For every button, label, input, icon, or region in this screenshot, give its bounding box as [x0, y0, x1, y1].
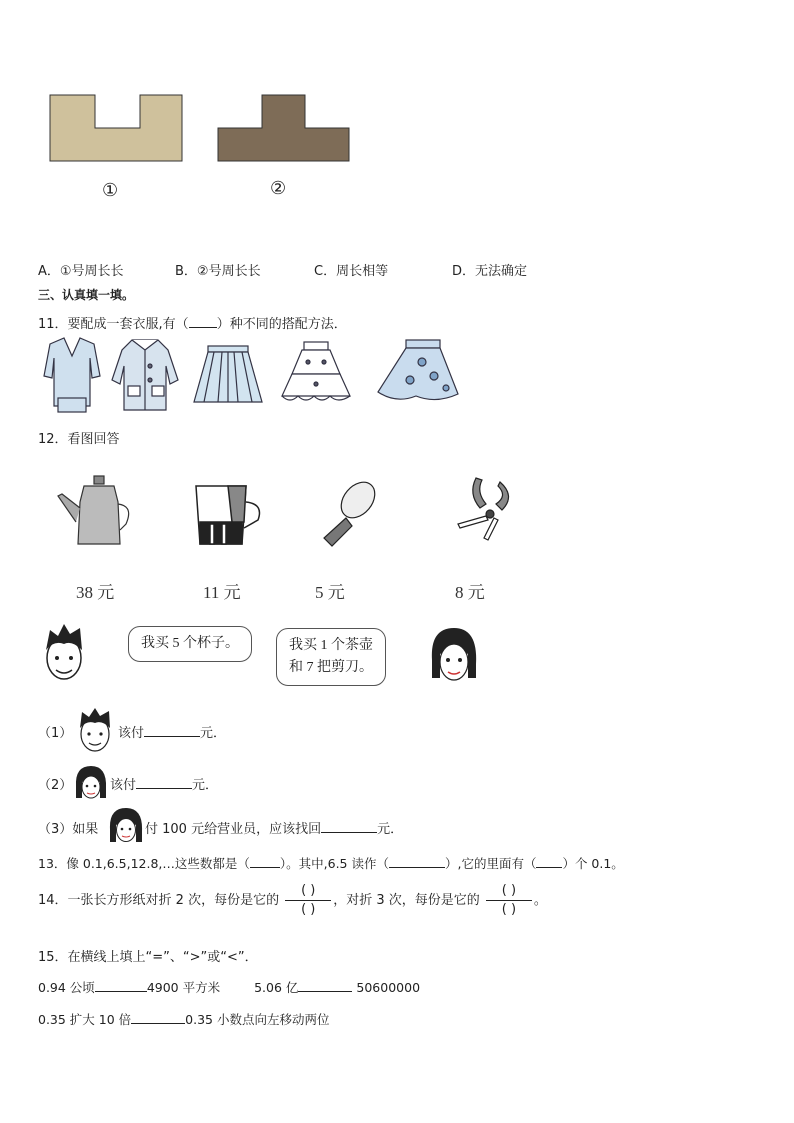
pleated-skirt-icon: [194, 346, 262, 402]
sub-question-3-number: （3）如果: [38, 822, 99, 837]
trowel-icon: [324, 476, 382, 546]
q15-row2-b: 0.35 小数点向左移动两位: [185, 1012, 330, 1027]
sub-question-2-text: 该付: [110, 778, 137, 793]
q14-fraction-2[interactable]: [486, 884, 532, 917]
q13-part-1: 13．像 0.1,6.5,12.8,…这些数都是（: [38, 856, 250, 871]
sub-question-3: [145, 818, 403, 837]
sub-question-3-blank[interactable]: [321, 820, 377, 833]
boy-avatar: [38, 622, 90, 684]
sailor-top-icon: [44, 338, 100, 412]
question-12-title: 12．看图回答: [38, 432, 120, 447]
girl-speech-line-2: 和 7 把剪刀。: [289, 660, 373, 675]
fraction-2-denominator[interactable]: ( ): [501, 902, 517, 917]
ruffled-skirt-icon: [282, 342, 350, 400]
q15-blank-1[interactable]: [95, 979, 147, 992]
fraction-2-bar: [486, 900, 532, 901]
fraction-1-numerator[interactable]: ( ): [301, 883, 316, 898]
q14-part-2: ，对折 3 次，每份是它的: [333, 893, 480, 908]
fraction-2-numerator[interactable]: ( ): [501, 883, 517, 898]
sub-question-1-number: （1）: [38, 726, 73, 741]
girl-speech-line-1: 我买 1 个茶壶: [289, 638, 373, 653]
option-c[interactable]: C．周长相等: [314, 264, 389, 279]
q15-row1-b: 4900 平方米: [146, 980, 221, 995]
sub-question-2-number: （2）: [38, 778, 73, 793]
shape-1-label: ①: [102, 180, 119, 201]
sub-question-2: [110, 774, 218, 793]
q15-blank-2[interactable]: [298, 979, 352, 992]
cup-price: 11 元: [203, 583, 241, 602]
option-d[interactable]: D．无法确定: [452, 264, 528, 279]
girl-avatar: [426, 624, 482, 684]
q11-suffix: ）种不同的搭配方法．: [216, 317, 347, 332]
q11-prefix: 11．要配成一套衣服,有（: [38, 317, 189, 332]
sub-question-3-text: 付 100 元给营业员，应该找回: [145, 822, 322, 837]
sub-question-2-blank[interactable]: [136, 776, 192, 789]
q15-row2-a: 0.35 扩大 10 倍: [38, 1012, 132, 1027]
scissors-price: 8 元: [455, 583, 485, 602]
option-a[interactable]: A．①号周长长: [38, 264, 124, 279]
boy-speech-bubble: [128, 626, 252, 662]
teapot-price: 38 元: [76, 583, 115, 602]
question-11: [38, 313, 347, 332]
clothes-row: [38, 336, 468, 418]
q15-row1-d: 50600000: [356, 980, 421, 995]
scissors-icon: [458, 478, 509, 540]
perimeter-figures: [40, 88, 370, 208]
q15-row1-a: 0.94 公顷: [38, 980, 95, 995]
section-title: 三、认真填一填。: [38, 288, 135, 302]
q11-answer-blank[interactable]: [189, 315, 217, 328]
girl-small-icon: [72, 764, 110, 800]
q15-row-2: [38, 1010, 329, 1028]
q14-fraction-1[interactable]: [285, 884, 331, 917]
boy-small-icon: [72, 706, 118, 754]
shape-2-label: ②: [270, 178, 287, 199]
option-b[interactable]: B．②号周长长: [175, 264, 261, 279]
q13-blank-2[interactable]: [389, 855, 445, 868]
question-14: [38, 884, 547, 917]
teapot-icon: [58, 476, 129, 544]
q13-blank-1[interactable]: [250, 855, 280, 868]
question-13: [38, 854, 624, 872]
q13-part-4: ）个 0.1。: [562, 856, 624, 871]
coat-icon: [112, 340, 178, 410]
sub-question-1-unit: 元．: [200, 726, 227, 741]
q13-blank-3[interactable]: [536, 855, 562, 868]
q15-blank-3[interactable]: [131, 1011, 185, 1024]
girl-speech-bubble: [276, 628, 386, 686]
trowel-price: 5 元: [315, 583, 345, 602]
q15-row1-c: 5.06 亿: [254, 980, 299, 995]
fraction-1-denominator[interactable]: ( ): [301, 902, 316, 917]
fraction-1-bar: [285, 900, 331, 901]
q14-part-3: 。: [533, 893, 547, 908]
sub-question-2-unit: 元．: [192, 778, 219, 793]
sub-question-1-blank[interactable]: [144, 724, 200, 737]
flared-skirt-icon: [378, 340, 458, 400]
q13-part-2: ）。其中,6.5 读作（: [279, 856, 389, 871]
shape-1: [50, 95, 182, 161]
girl-small-icon-2: [106, 806, 146, 844]
q14-part-1: 14．一张长方形纸对折 2 次，每份是它的: [38, 893, 280, 908]
boy-speech-text: 我买 5 个杯子。: [141, 636, 239, 651]
sub-question-1-text: 该付: [118, 726, 145, 741]
question-15-title: 15．在横线上填上“=”、“>”或“<”．: [38, 950, 258, 965]
shape-2: [218, 95, 349, 161]
q12-items: [50, 468, 540, 558]
q13-part-3: ）,它的里面有（: [444, 856, 537, 871]
sub-question-3-unit: 元．: [377, 822, 404, 837]
cup-icon: [196, 486, 260, 544]
q15-row-1: [38, 978, 420, 996]
sub-question-1: [118, 722, 226, 741]
